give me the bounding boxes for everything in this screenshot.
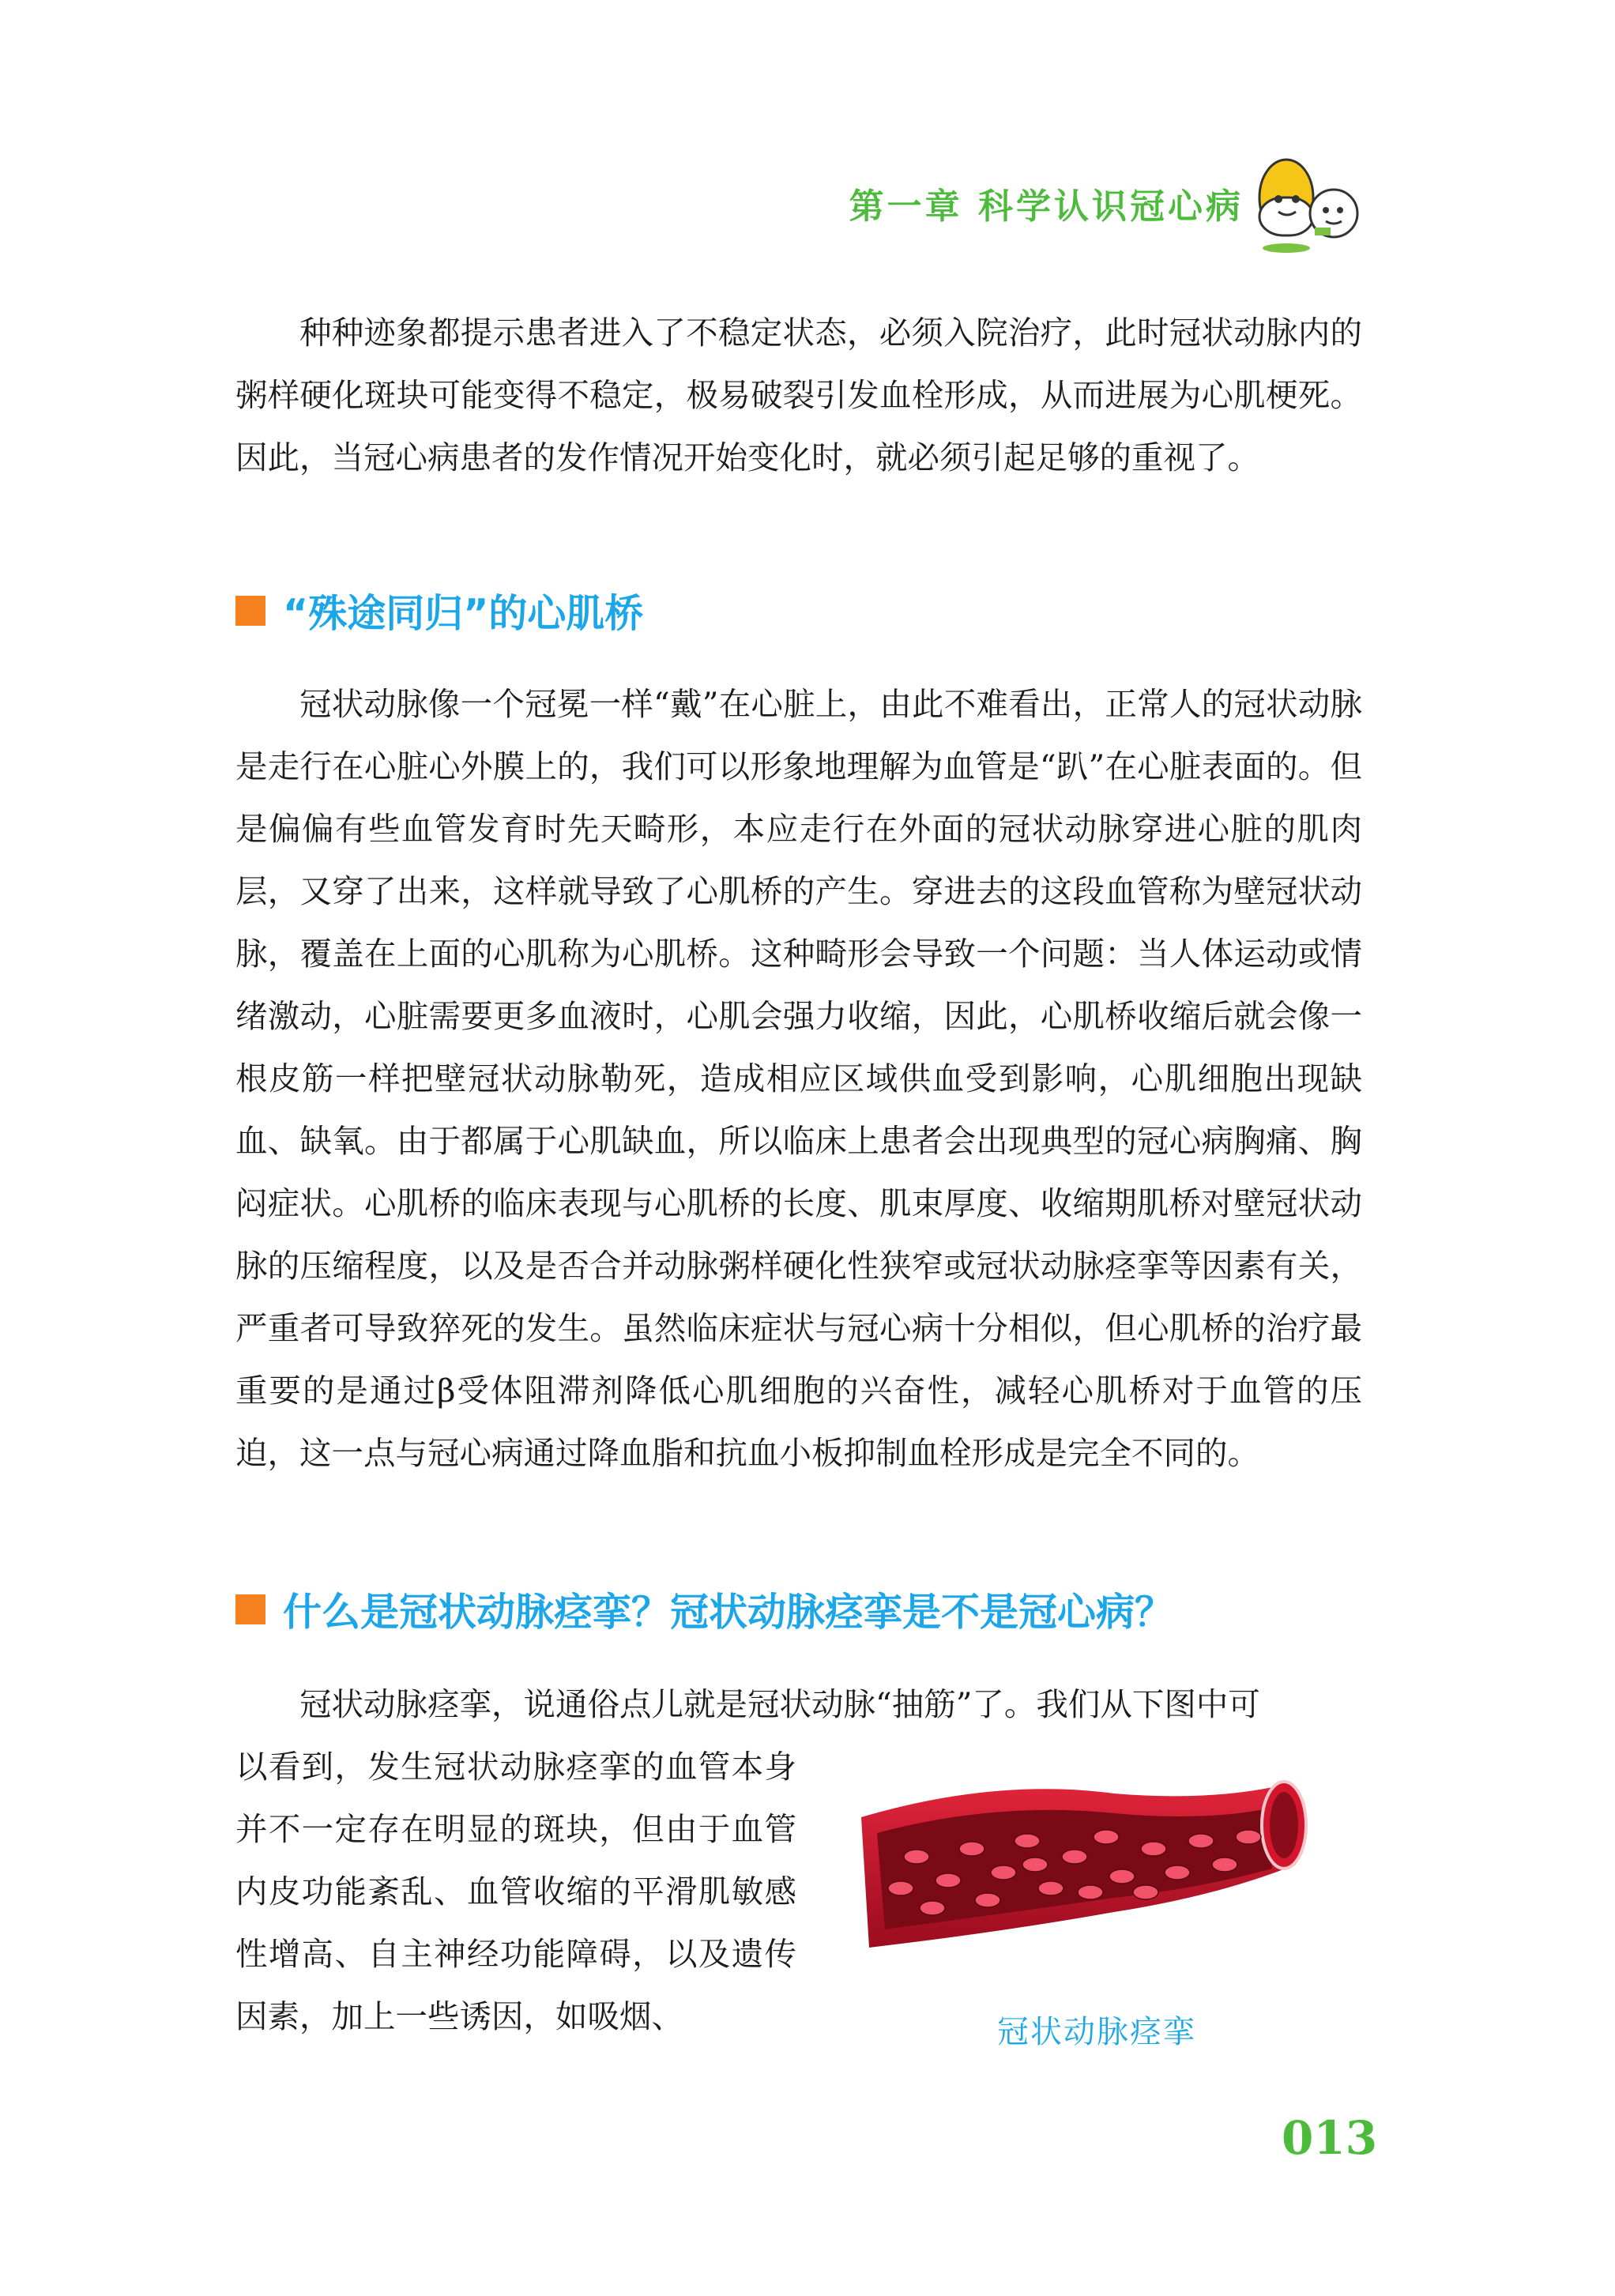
page-number: 013 xyxy=(1282,2111,1378,2165)
orange-square-icon xyxy=(235,596,265,626)
section-heading-myocardial-bridge xyxy=(235,583,643,638)
heading-text: 什么是冠状动脉痉挛？冠状动脉痉挛是不是冠心病？ xyxy=(283,1590,1174,1635)
pill-mascots-icon xyxy=(1248,150,1367,261)
orange-square-icon xyxy=(235,1594,265,1624)
chapter-header: 第一章 科学认识冠心病 xyxy=(849,186,1244,227)
section-heading-coronary-spasm xyxy=(235,1582,1173,1637)
paragraph-spasm-continued: 以看到，发生冠状动脉痉挛的血管本身并不一定存在明显的斑块，但由于血管内皮功能紊乱、血管收缩的平滑肌敏感性增高、自主神经功能障碍，以及遗传因素，加上一些诱因，如吸烟、 xyxy=(235,1748,796,2035)
figure-caption: 冠状动脉痉挛 xyxy=(997,2014,1196,2050)
heading-text: “殊途同归”的心肌桥 xyxy=(283,591,644,636)
paragraph-unstable-state: 种种迹象都提示患者进入了不稳定状态，必须入院治疗，此时冠状动脉内的粥样硬化斑块可能变得不稳定，极易破裂引发血栓形成，从而进展为心肌梗死。因此，当冠心病患者的发作情况开始变化时，就必须引起足够的重视了。 xyxy=(235,314,1362,476)
artery-cross-section-icon xyxy=(853,1762,1312,1967)
paragraph-spasm-intro: 冠状动脉痉挛，说通俗点儿就是冠状动脉“抽筋”了。我们从下图中可 xyxy=(299,1685,1260,1723)
paragraph-myocardial-bridge: 冠状动脉像一个冠冕一样“戴”在心脏上，由此不难看出，正常人的冠状动脉是走行在心脏心外膜上的，我们可以形象地理解为血管是“趴”在心脏表面的。但是偏偏有些血管发育时先天畸形，本应走行在外面的冠状动脉穿进心脏的肌肉层，又穿了出来，这样就导致了心肌桥的产生。穿进去的这段血管称为壁冠状动脉，覆盖在上面的心肌称为心肌桥。这种畸形会导致一个问题：当人体运动或情绪激动，心脏需要更多血液时，心肌会强力收缩，因此，心肌桥收缩后就会像一根皮筋一样把壁冠状动脉勒死，造成相应区域供血受到影响，心肌细胞出现缺血、缺氧。由于都属于心肌缺血，所以临床上患者会出现典型的冠心病胸痛、胸闷症状。心肌桥的临床表现与心肌桥的长度、肌束厚度、收缩期肌桥对壁冠状动脉的压缩程度，以及是否合并动脉粥样硬化性狭窄或冠状动脉痉挛等因素有关，严重者可导致猝死的发生。虽然临床症状与冠心病十分相似，但心肌桥的治疗最重要的是通过β受体阻滞剂降低心肌细胞的兴奋性，减轻心肌桥对于血管的压迫，这一点与冠心病通过降血脂和抗血小板抑制血栓形成是完全不同的。 xyxy=(235,685,1362,1472)
